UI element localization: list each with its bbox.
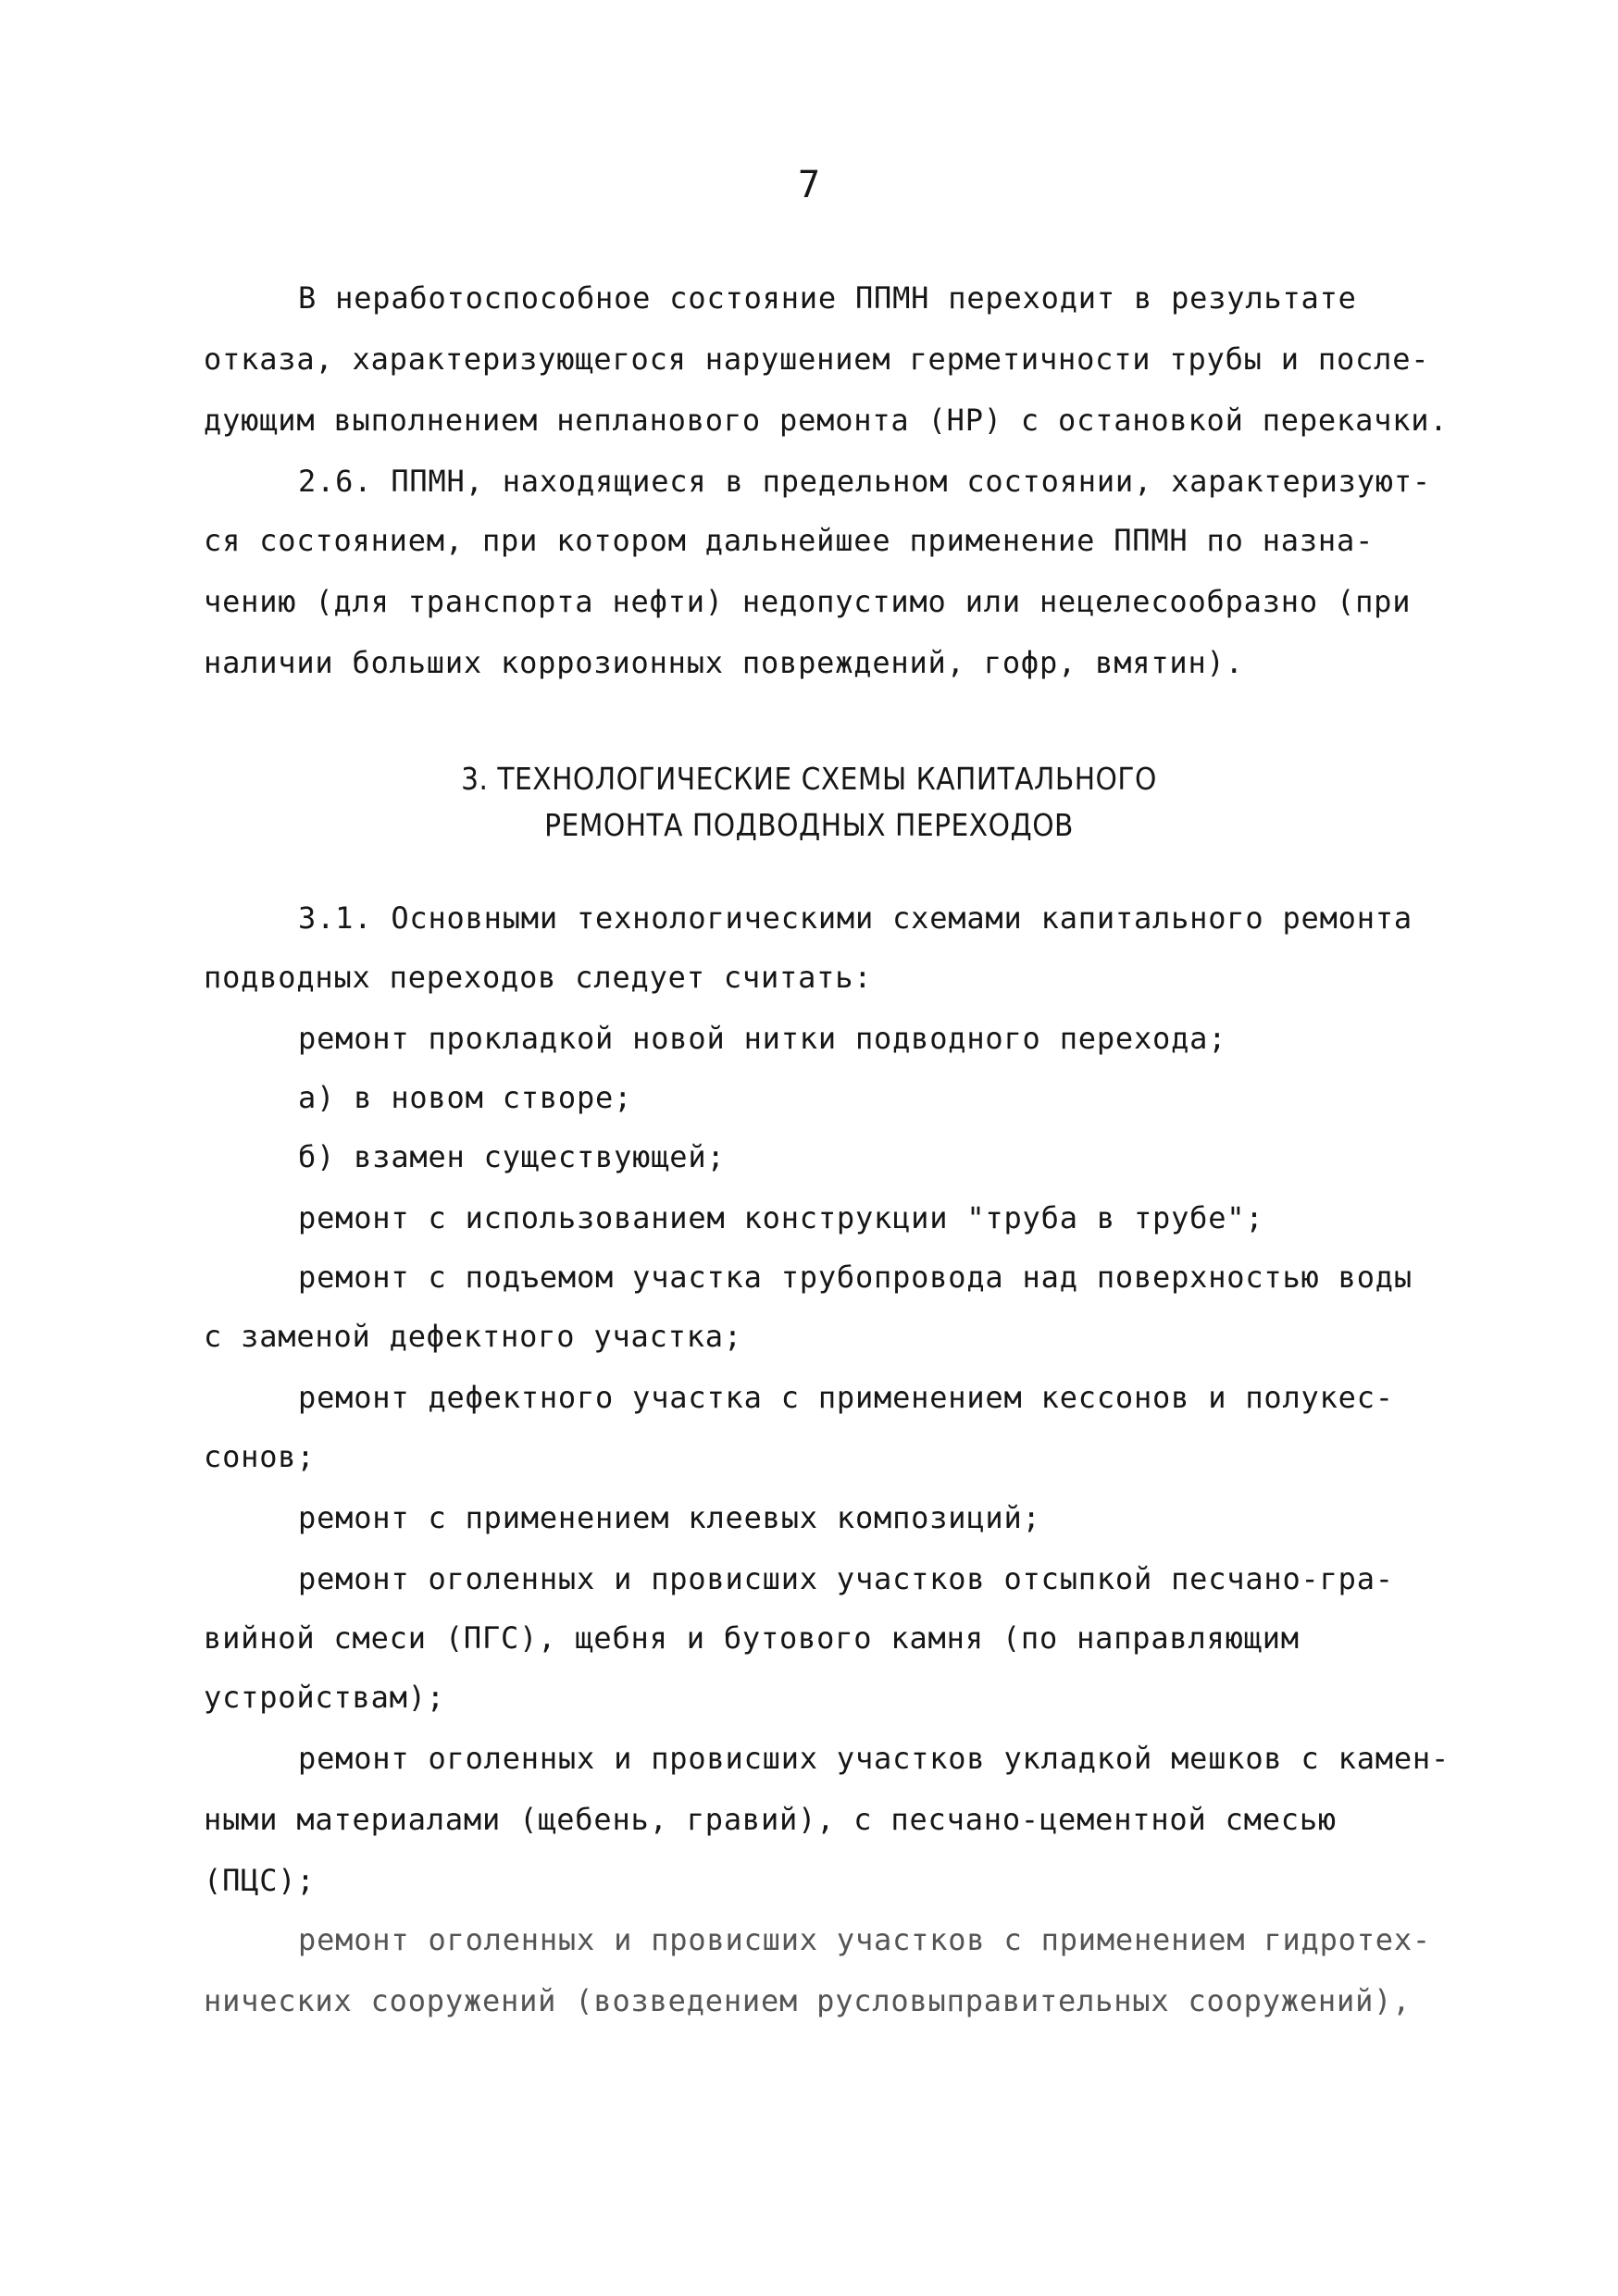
list-item-bags-line-1: ремонт оголенных и провисших участков укладкой мешков с камен- (298, 1741, 1450, 1776)
list-item-pgs-line-2: вийной смеси (ПГС), щебня и бутового камня (по направляющим (204, 1620, 1300, 1656)
section-heading-line-1: 3. ТЕХНОЛОГИЧЕСКИЕ СХЕМЫ КАПИТАЛЬНОГО (461, 761, 1157, 797)
list-item-caissons-line-1: ремонт дефектного участка с применением кессонов и полукес- (298, 1380, 1394, 1415)
paragraph-1-line-1: В неработоспособное состояние ППМН переходит в результате (298, 280, 1357, 316)
section-3-1-line-2: подводных переходов следует считать: (204, 960, 873, 995)
list-item-a: а) в новом створе; (298, 1080, 633, 1115)
page-number: 7 (797, 164, 821, 206)
list-item-bags-line-3: (ПЦС); (204, 1863, 316, 1898)
section-3-1-line-1: 3.1. Основными технологическими схемами капитального ремонта (298, 900, 1413, 936)
list-item-b: б) взамен существующей; (298, 1139, 726, 1174)
list-item-lifting-line-1: ремонт с подъемом участка трубопровода над поверхностью воды (298, 1260, 1413, 1295)
paragraph-1-line-2: отказа, характеризующегося нарушением герметичности трубы и после- (204, 341, 1430, 377)
list-item-pipe-in-pipe: ремонт с использованием конструкции "труба в трубе"; (298, 1200, 1264, 1235)
list-item-hydro-line-2: нических сооружений (возведением русловыправительных сооружений), (204, 1983, 1412, 2018)
list-item-pgs-line-1: ремонт оголенных и провисших участков отсыпкой песчано-гра- (298, 1561, 1394, 1596)
list-item-lifting-line-2: с заменой дефектного участка; (204, 1319, 742, 1354)
list-item-pgs-line-3: устройствам); (204, 1680, 445, 1715)
paragraph-2-6-line-2: ся состоянием, при котором дальнейшее применение ППМН по назна- (204, 523, 1375, 558)
paragraph-2-6-line-1: 2.6. ППМН, находящиеся в предельном состоянии, характеризуют- (298, 464, 1432, 499)
paragraph-2-6-line-3: чению (для транспорта нефти) недопустимо или нецелесообразно (при (204, 584, 1412, 619)
list-item-bags-line-2: ными материалами (щебень, гравий), с песчано-цементной смесью (204, 1802, 1338, 1837)
paragraph-2-6-line-4: наличии больших коррозионных повреждений, гофр, вмятин). (204, 645, 1244, 680)
list-item-adhesive: ремонт с применением клеевых композиций; (298, 1500, 1041, 1535)
list-item-new-line: ремонт прокладкой новой нитки подводного перехода; (298, 1021, 1227, 1056)
list-item-caissons-line-2: сонов; (204, 1439, 316, 1474)
section-heading-line-2: РЕМОНТА ПОДВОДНЫХ ПЕРЕХОДОВ (544, 807, 1074, 843)
paragraph-1-line-3: дующим выполнением непланового ремонта (НР) с остановкой перекачки. (204, 403, 1449, 438)
list-item-hydro-line-1: ремонт оголенных и провисших участков с применением гидротех- (298, 1922, 1432, 1957)
